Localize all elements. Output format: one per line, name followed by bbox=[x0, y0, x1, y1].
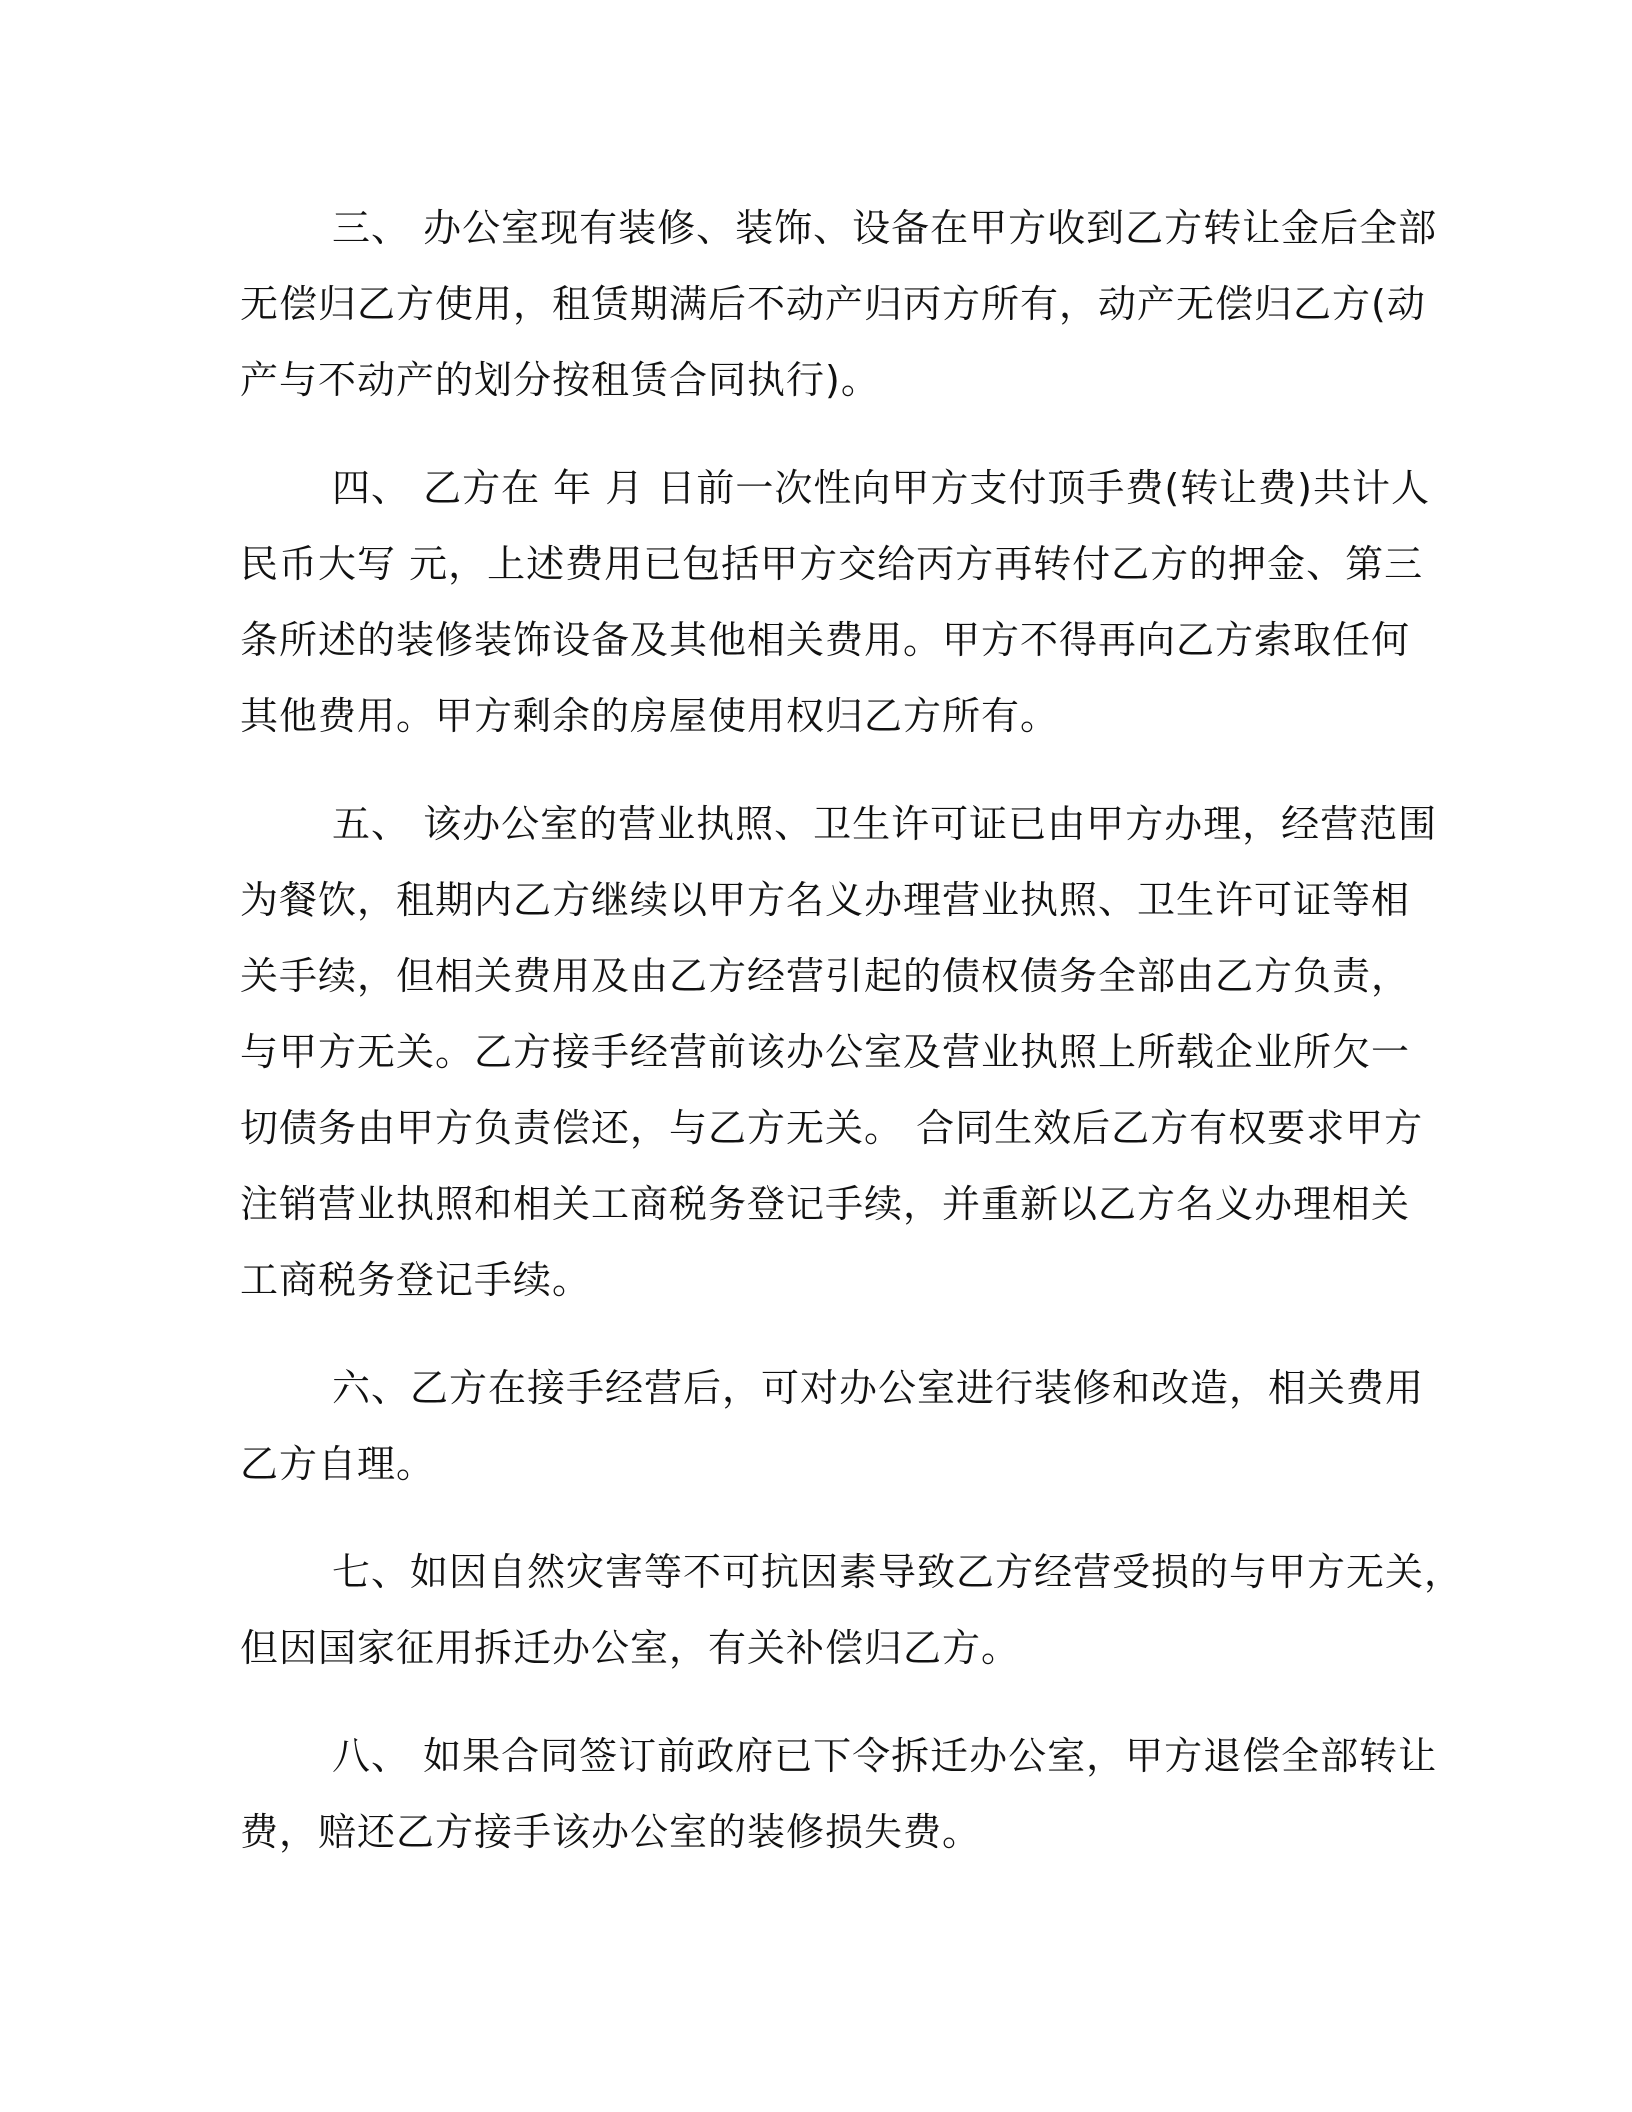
paragraph-line: 六、乙方在接手经营后，可对办公室进行装修和改造，相关费用 bbox=[332, 1366, 1425, 1410]
paragraph-line: 费，赔还乙方接手该办公室的装修损失费。 bbox=[240, 1810, 982, 1854]
paragraph-line: 五、 该办公室的营业执照、卫生许可证已由甲方办理，经营范围 bbox=[332, 802, 1438, 846]
paragraph-line: 为餐饮，租期内乙方继续以甲方名义办理营业执照、卫生许可证等相 bbox=[240, 878, 1411, 922]
paragraph-line: 无偿归乙方使用，租赁期满后不动产归丙方所有，动产无偿归乙方(动 bbox=[240, 282, 1426, 326]
contract-text bbox=[240, 190, 1464, 1902]
paragraph-line: 切债务由甲方负责偿还，与乙方无关。 合同生效后乙方有权要求甲方 bbox=[240, 1106, 1424, 1150]
paragraph-line: 但因国家征用拆迁办公室，有关补偿归乙方。 bbox=[240, 1626, 1021, 1670]
clause-5 bbox=[240, 786, 1438, 1318]
paragraph-line: 产与不动产的划分按租赁合同执行)。 bbox=[240, 358, 880, 402]
paragraph-line: 关手续，但相关费用及由乙方经营引起的债权债务全部由乙方负责， bbox=[240, 954, 1411, 998]
paragraph-line: 四、 乙方在 年 月 日前一次性向甲方支付顶手费(转让费)共计人 bbox=[332, 466, 1430, 510]
paragraph-line: 注销营业执照和相关工商税务登记手续，并重新以乙方名义办理相关 bbox=[240, 1182, 1411, 1226]
paragraph-line: 工商税务登记手续。 bbox=[240, 1258, 592, 1302]
paragraph-line: 与甲方无关。乙方接手经营前该办公室及营业执照上所载企业所欠一 bbox=[240, 1030, 1411, 1074]
paragraph-line: 三、 办公室现有装修、装饰、设备在甲方收到乙方转让金后全部 bbox=[332, 206, 1438, 250]
paragraph-line: 八、 如果合同签订前政府已下令拆迁办公室，甲方退偿全部转让 bbox=[332, 1734, 1438, 1778]
clause-3 bbox=[240, 190, 1438, 418]
paragraph-line: 民币大写 元，上述费用已包括甲方交给丙方再转付乙方的押金、第三 bbox=[240, 542, 1424, 586]
clause-6 bbox=[240, 1350, 1425, 1502]
clause-4 bbox=[240, 450, 1430, 754]
clause-7 bbox=[240, 1534, 1464, 1686]
paragraph-line: 七、如因自然灾害等不可抗因素导致乙方经营受损的与甲方无关， bbox=[332, 1550, 1464, 1594]
paragraph-line: 条所述的装修装饰设备及其他相关费用。甲方不得再向乙方索取任何 bbox=[240, 618, 1411, 662]
clause-8 bbox=[240, 1718, 1438, 1870]
paragraph-line: 乙方自理。 bbox=[240, 1442, 436, 1486]
paragraph-line: 其他费用。甲方剩余的房屋使用权归乙方所有。 bbox=[240, 694, 1060, 738]
